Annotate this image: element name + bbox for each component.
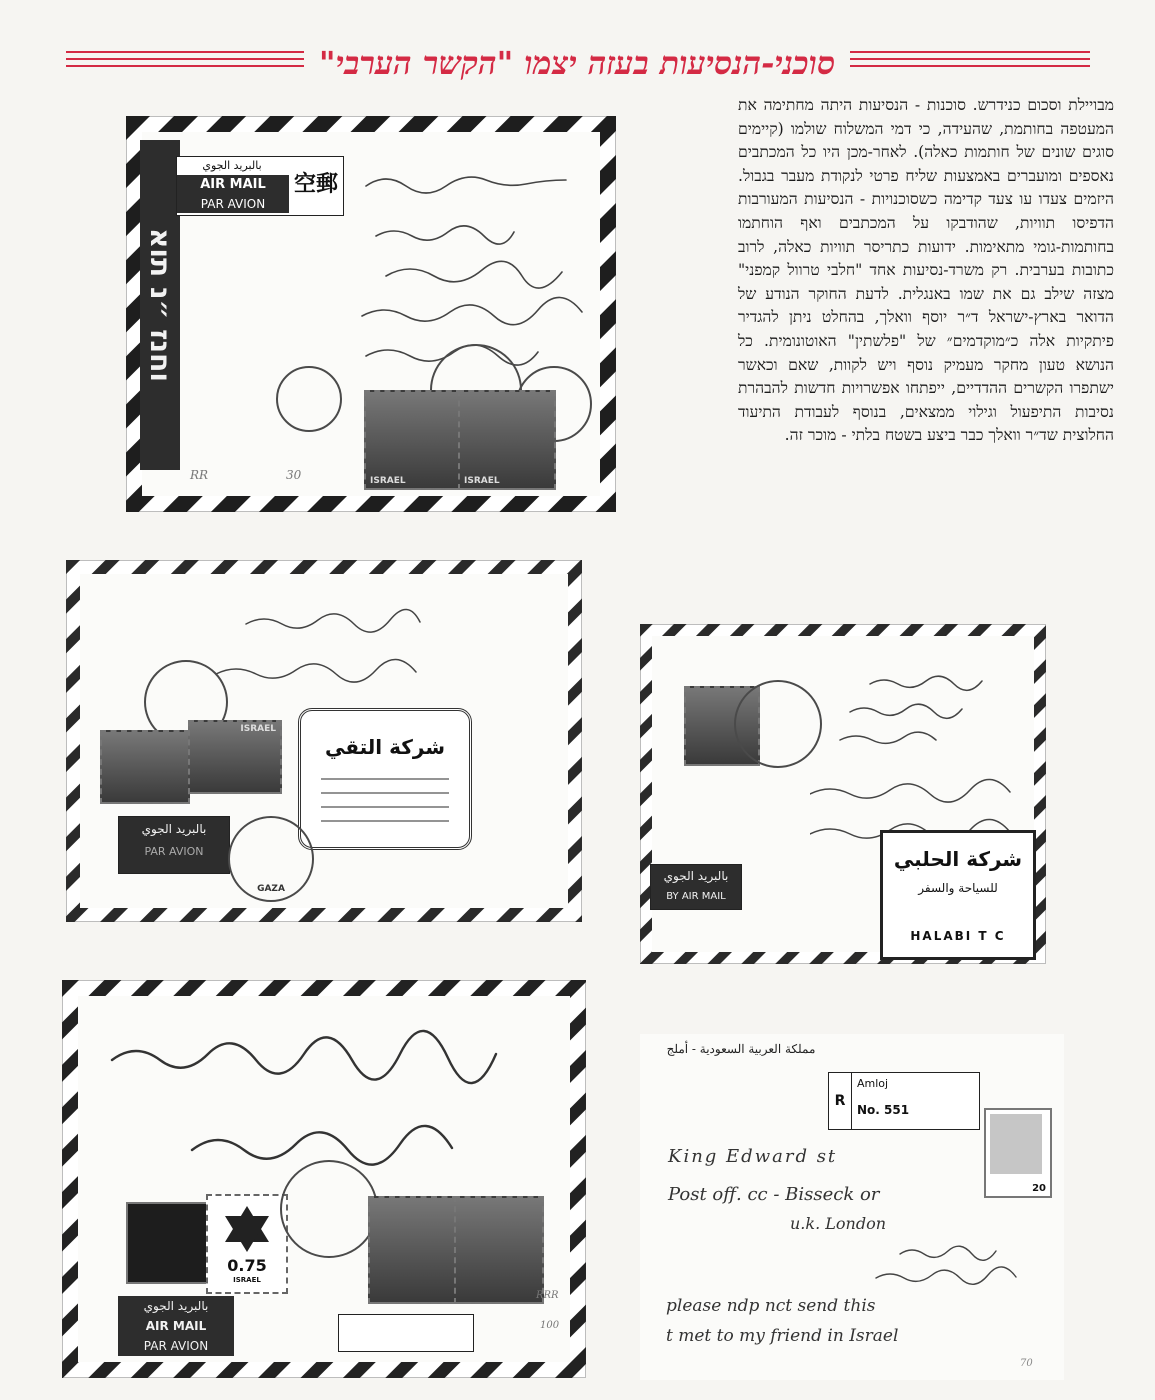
airmail-label-par: PAR AVION — [177, 195, 289, 213]
postage-stamp — [100, 730, 190, 804]
travel-agency-name: شركة التقي — [325, 735, 445, 759]
envelope-cover-5 — [640, 1034, 1064, 1380]
page-title: סוכני-הנסיעות בעזה יצמו "הקשר הערבי" — [318, 44, 836, 82]
travel-company-subtitle: للسياحة والسفر — [918, 881, 998, 895]
travel-agency-label — [298, 708, 472, 850]
handwritten-address — [186, 604, 486, 694]
sender-header: مملكة العربية السعودية - أملج — [666, 1042, 816, 1056]
airmail-label: بالبريد الجوي AIR MAIL PAR AVION — [118, 1296, 234, 1356]
handwritten-line: King Edward st — [668, 1146, 838, 1167]
airmail-label: بالبريد الجوي PAR AVION — [118, 816, 230, 874]
postage-stamp — [454, 1196, 544, 1304]
postage-stamp — [368, 1196, 458, 1304]
black-label — [126, 1202, 214, 1284]
postage-stamp: ISRAEL — [458, 390, 556, 490]
header-rule — [66, 58, 304, 60]
registration-place: Amloj — [857, 1077, 889, 1090]
header-rule — [66, 51, 304, 53]
pencil-note: RR — [190, 468, 209, 482]
envelope-cover-3 — [640, 624, 1046, 964]
handwritten-line: Post off. cc - Bisseck or — [668, 1184, 880, 1205]
postmark — [734, 680, 822, 768]
pencil-note: RRR — [536, 1290, 559, 1301]
postage-stamp: ISRAEL — [188, 720, 282, 794]
airmail-label-air: AIR MAIL — [177, 175, 289, 195]
envelope-cover-1 — [126, 116, 616, 512]
postage-stamp: 20 — [984, 1108, 1052, 1198]
censor-label: וחנז ״נ תוא — [140, 140, 180, 470]
handwritten-arabic — [870, 1240, 1020, 1290]
postmark: GAZA — [228, 816, 314, 902]
envelope-cover-2 — [66, 560, 582, 922]
halabi-travel-label — [880, 830, 1036, 960]
header-rule — [850, 58, 1090, 60]
pencil-note-number: 100 — [540, 1320, 560, 1331]
handwritten-address — [356, 156, 606, 366]
header-rule — [850, 51, 1090, 53]
registration-letter: R — [829, 1073, 852, 1129]
sender-label — [338, 1314, 474, 1352]
airmail-label — [176, 156, 344, 216]
registration-label — [828, 1072, 980, 1130]
travel-company-name: شركة الحلبي — [893, 847, 1023, 871]
article-text: מבויילת וסכום כנידרש. סוכנות - הנסיעות היתה מחתימה את המעטפה בחותמת, שהעידה, כי דמי המשלוח שולמו (קיימים סוגים שונים של חותמות כאלה). לאחר-מכן היו כל המכתבים נאספים ומועברים באמצעות שליח פרטי לנקודת מעבר בגבול. היזמים צעדו עו צעד קדימה כשסוכנויות - הנסיעות המעורבות הדפיסו תוויות, שהודבקו על המכתבים ואף הוחתמו בחותמות-גומי מתאימות. ידועות כתריסר תוויות כאלה, לרוב כתובות בערבית. רק משרד-נסיעות אחד "חלבי טרוול קמפני" מצזה שילב גם את שמו באנגלית. לדעת החוקר הנודע של הדואר בארץ-ישראל ד״ר יוסף וואלך, בהחלט ניתן להגדיר פיתקיות אלה כ״מוקדמים״ של "פלשתין" האוטונומית. כל הנושא טעון מחקר מעמיק נוסף ויש לקוות, שאם וכאשר ישתפרו הקשרים ההדדיים, ייפתחו אפשרויות חדשות להבהרת נסיבות התיפעול וגילוי ממצאים, בנוסף לעבודת התיעוד החלוצית שד״ר וואלך כבר ביצע בשטח בלתי - מוכר זה. — [738, 96, 1114, 445]
header-rule — [850, 65, 1090, 67]
handwritten-line: u.k. London — [790, 1214, 886, 1233]
handwritten-address — [92, 1020, 562, 1180]
registration-number: No. 551 — [857, 1103, 910, 1117]
header-rule — [66, 65, 304, 67]
postmark — [280, 1160, 378, 1258]
airmail-label: بالبريد الجوي BY AIR MAIL — [650, 864, 742, 910]
postage-stamp: ISRAEL — [364, 390, 462, 490]
star-of-david-icon — [222, 1204, 272, 1254]
airmail-label-arabic: بالبريد الجوي — [202, 159, 262, 172]
handwritten-line: t met to my friend in Israel — [666, 1326, 899, 1346]
postage-stamp: 0.75 ISRAEL — [206, 1194, 288, 1294]
travel-company-english: HALABI T C — [910, 929, 1006, 943]
pencil-note-number: 70 — [1020, 1358, 1033, 1369]
postmark — [276, 366, 342, 432]
handwritten-line: please ndp nct send this — [666, 1296, 876, 1316]
pencil-note-number: 30 — [286, 468, 302, 482]
envelope-cover-4 — [62, 980, 586, 1378]
airmail-label-cjk: 空郵 — [293, 172, 338, 197]
